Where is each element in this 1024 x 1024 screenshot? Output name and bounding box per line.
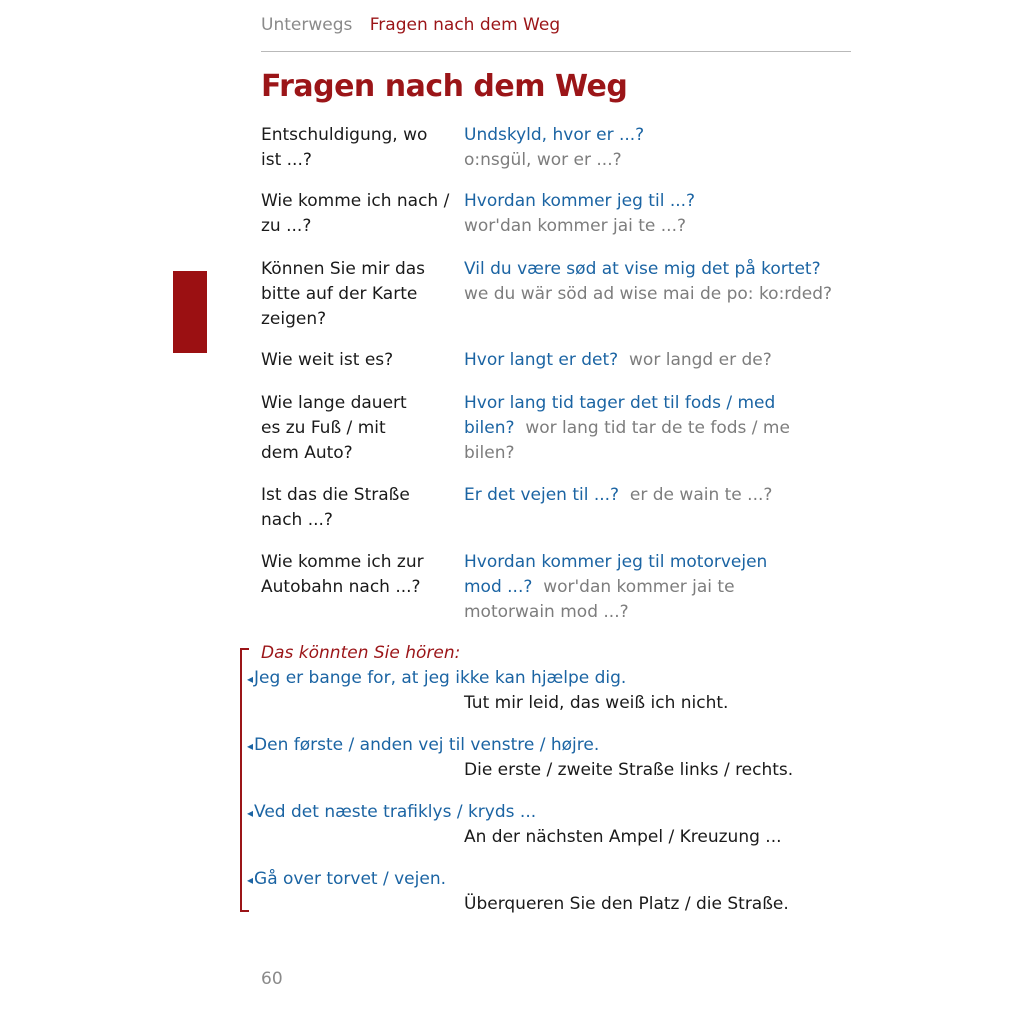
hearing-label: Das könnten Sie hören: — [261, 643, 461, 663]
audio-marker-icon: ◂ — [247, 873, 254, 887]
phrase-danish-block — [464, 550, 784, 625]
phrase-german: Ist das die Straße nach ...? — [261, 485, 410, 530]
audio-marker-icon: ◂ — [247, 672, 254, 686]
phrase-danish: Hvor lang tid tager det til fods / med bilen? — [464, 393, 776, 438]
phrase-danish-block — [464, 348, 834, 373]
phrase-pronunciation: wor langd er de? — [629, 350, 772, 370]
page-title: Fragen nach dem Weg — [261, 69, 628, 104]
phrase-danish: Hvordan kommer jeg til motorvejen mod ...? — [464, 552, 768, 597]
heard-phrase-german: An der nächsten Ampel / Kreuzung ... — [464, 827, 782, 847]
phrase-danish: Vil du være sød at vise mig det på kortet? — [464, 259, 821, 279]
page-number: 60 — [261, 969, 283, 989]
heard-phrase-danish: ◂Ved det næste trafiklys / kryds ... — [247, 802, 537, 822]
phrase-danish-block — [464, 391, 814, 466]
phrase-pronunciation: wor'dan kommer jai te motorwain mod ...? — [464, 577, 735, 622]
heard-phrase-danish: ◂Gå over torvet / vejen. — [247, 869, 446, 889]
phrase-german: Wie lange dauert es zu Fuß / mit dem Auto? — [261, 393, 407, 463]
phrase-danish: Hvordan kommer jeg til ...? — [464, 191, 696, 211]
heard-phrase-danish: ◂Jeg er bange for, at jeg ikke kan hjælpe dig. — [247, 668, 627, 688]
phrase-german: Wie komme ich nach / zu ...? — [261, 191, 450, 236]
phrase-danish: Undskyld, hvor er ...? — [464, 125, 645, 145]
phrase-pronunciation: we du wär söd ad wise mai de po: ko:rded? — [464, 284, 833, 304]
phrase-danish: Hvor langt er det? — [464, 350, 619, 370]
phrase-german: Entschuldigung, wo ist ...? — [261, 125, 428, 170]
phrase-danish-block — [464, 189, 834, 239]
phrase-danish-block — [464, 257, 834, 307]
phrase-danish: Er det vejen til ...? — [464, 485, 620, 505]
phrase-pronunciation: o:nsgül, wor er ...? — [464, 150, 622, 170]
audio-marker-icon: ◂ — [247, 739, 254, 753]
phrase-danish-block — [464, 123, 834, 173]
phrase-pronunciation: er de wain te ...? — [629, 485, 773, 505]
breadcrumb — [261, 15, 560, 35]
breadcrumb-topic: Fragen nach dem Weg — [369, 15, 561, 35]
heard-phrase-danish: ◂Den første / anden vej til venstre / højre. — [247, 735, 600, 755]
heard-phrase-german: Die erste / zweite Straße links / rechts. — [464, 760, 794, 780]
heard-phrase-german: Tut mir leid, das weiß ich nicht. — [464, 693, 729, 713]
phrase-german: Wie weit ist es? — [261, 350, 394, 370]
phrase-pronunciation: wor lang tid tar de te fods / me bilen? — [464, 418, 790, 463]
phrase-danish-block — [464, 483, 834, 508]
heard-phrase-german: Überqueren Sie den Platz / die Straße. — [464, 894, 789, 914]
phrase-pronunciation: wor'dan kommer jai te ...? — [464, 216, 686, 236]
audio-marker-icon: ◂ — [247, 806, 254, 820]
breadcrumb-section: Unterwegs — [261, 15, 353, 35]
chapter-tab-marker — [173, 271, 207, 353]
header-divider — [261, 51, 851, 52]
phrase-german: Können Sie mir das bitte auf der Karte zeigen? — [261, 259, 426, 329]
phrase-german: Wie komme ich zur Autobahn nach ...? — [261, 552, 424, 597]
